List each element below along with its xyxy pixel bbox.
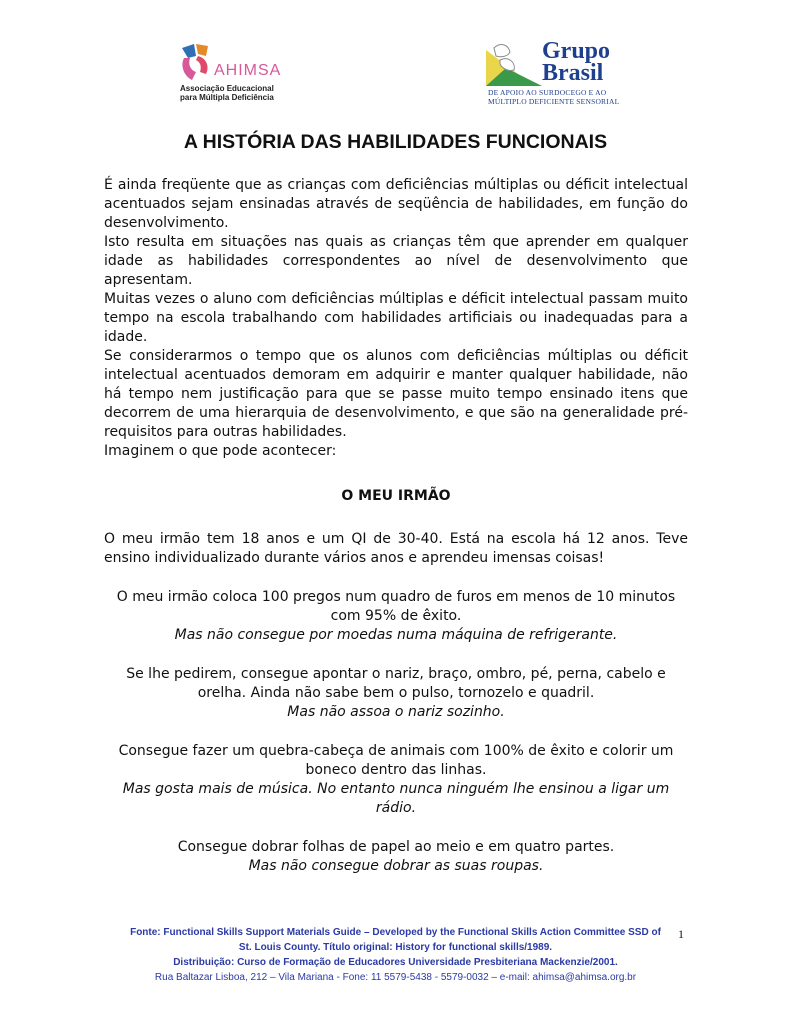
stanza-contrast: Mas não assoa o nariz sozinho. (287, 704, 505, 720)
stanza (104, 588, 688, 645)
page-footer (0, 925, 791, 985)
grupo-brasil-wordmark-line1: Grupo (542, 38, 611, 64)
stanza-text: Se lhe pedirem, consegue apontar o nariz, braço, ombro, pé, perna, cabelo e orelha. Ainda não sabe bem o pulso, tornozelo e quadril. (126, 666, 666, 701)
footer-source-line2: St. Louis County. Título original: History for functional skills/1989. (238, 942, 553, 953)
intro-paragraph-2: Isto resulta em situações nas quais as crianças têm que aprender em qualquer idade as habilidades correspondentes ao nível de desenvolvimento que apresentam. (104, 234, 688, 288)
stanza-text: Consegue fazer um quebra-cabeça de animais com 100% de êxito e colorir um boneco dentro das linhas. (118, 743, 674, 778)
stanza-contrast: Mas não consegue dobrar as suas roupas. (248, 858, 544, 874)
ahimsa-logo (178, 40, 288, 106)
stanza-text: O meu irmão coloca 100 pregos num quadro de furos em menos de 10 minutos com 95% de êxito. (116, 589, 676, 624)
ahimsa-logo-subtitle (180, 84, 274, 102)
stanza-contrast: Mas não consegue por moedas numa máquina de refrigerante. (174, 627, 618, 643)
imagine-line: Imaginem o que pode acontecer: (104, 443, 337, 459)
section-subtitle: O MEU IRMÃO (341, 488, 451, 504)
grupo-brasil-wordmark-line2: Brasil (542, 60, 604, 86)
intro-paragraph-4: Se considerarmos o tempo que os alunos com deficiências múltiplas ou déficit intelectual acentuados demoram em adquirir e manter qualquer habilidade, não há tempo nem justificação para que se passe muito tempo ensinado itens que decorrem de uma hierarquia de desenvolvimento, e que são na generalidade pré-requisitos para outras habilidades. (104, 348, 688, 440)
stanza (104, 742, 688, 818)
document-body (104, 176, 688, 876)
document-title: A HISTÓRIA DAS HABILIDADES FUNCIONAIS (183, 131, 608, 153)
ahimsa-subtitle-line2: para Múltipla Deficiência (180, 93, 274, 102)
stanza-contrast: Mas gosta mais de música. No entanto nunca ninguém lhe ensinou a ligar um rádio. (122, 781, 670, 816)
stanza (104, 838, 688, 876)
stanza (104, 665, 688, 722)
brother-intro: O meu irmão tem 18 anos e um QI de 30-40. Está na escola há 12 anos. Teve ensino individualizado durante vários anos e aprendeu imensas coisas! (104, 531, 688, 566)
ahimsa-hands-icon (178, 42, 218, 84)
grupo-brasil-hands-icon (486, 40, 542, 86)
stanza-text: Consegue dobrar folhas de papel ao meio e em quatro partes. (177, 839, 615, 855)
intro-paragraph-3: Muitas vezes o aluno com deficiências múltiplas e déficit intelectual passam muito tempo na escola trabalhando com habilidades artificiais ou inadequadas para a idade. (104, 291, 688, 345)
grupo-brasil-subtitle (488, 88, 619, 106)
intro-paragraph-1: É ainda freqüente que as crianças com deficiências múltiplas ou déficit intelectual acentuados sejam ensinadas através de seqüência de habilidades, em função do desenvolvimento. (104, 177, 688, 231)
grupo-subtitle-line2: MÚLTIPLO DEFICIENTE SENSORIAL (488, 97, 620, 106)
grupo-brasil-logo (486, 38, 620, 106)
footer-source-line1: Fonte: Functional Skills Support Materials Guide – Developed by the Functional Skills Action Committee SSD of (130, 927, 661, 938)
footer-contact: Rua Baltazar Lisboa, 212 – Vila Mariana - Fone: 11 5579-5438 - 5579-0032 – e-mail: ahimsa@ahimsa.org.br (154, 972, 637, 983)
page-number: 1 (678, 927, 684, 941)
grupo-subtitle-line1: DE APOIO AO SURDOCEGO E AO (488, 88, 607, 97)
ahimsa-logo-wordmark: AHIMSA (214, 62, 282, 79)
footer-distribution: Distribuição: Curso de Formação de Educadores Universidade Presbiteriana Mackenzie/2001. (173, 957, 618, 968)
ahimsa-subtitle-line1: Associação Educacional (180, 84, 274, 93)
